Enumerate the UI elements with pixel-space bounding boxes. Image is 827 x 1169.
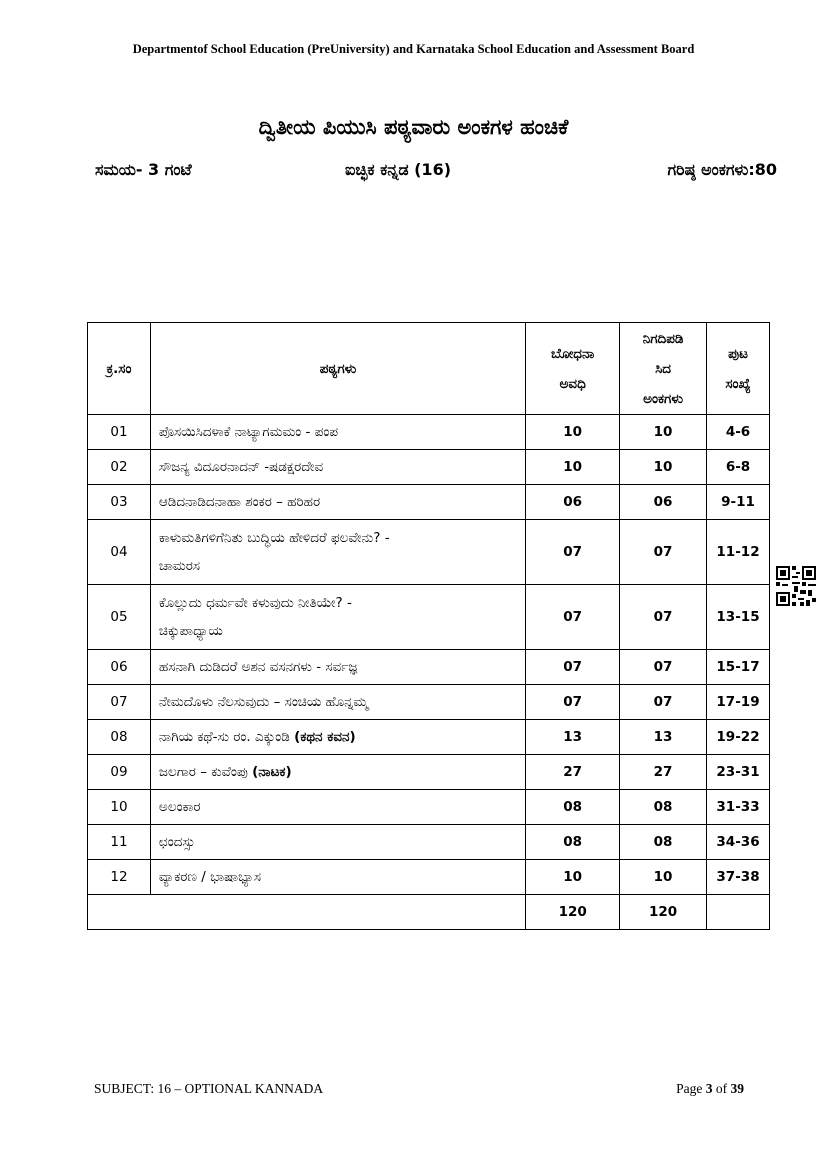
page-prefix: Page	[676, 1081, 706, 1096]
total-marks: 120	[620, 895, 707, 930]
lesson-title: ನಾಗಿಯ ಕಥೆ-ಸು ರಂ. ಎಕ್ಕುಂಡಿ	[158, 729, 295, 745]
table-row	[88, 825, 770, 860]
lesson-title: ಆಡಿದನಾಡಿದನಾಹಾ ಶಂಕರ – ಹರಿಹರ	[158, 494, 321, 510]
row-marks: 27	[620, 755, 707, 790]
row-hours: 10	[526, 415, 620, 450]
row-pages: 23-31	[707, 755, 770, 790]
row-hours: 13	[526, 720, 620, 755]
row-lesson	[150, 650, 525, 685]
row-lesson	[150, 415, 525, 450]
lesson-title: ಕಾಳುಮತಿಗಳಿಗೆನಿತು ಬುದ್ಧಿಯ ಹೇಳಿದರೆ ಫಲವೇನು? -	[158, 530, 390, 546]
lesson-genre-tag: (ನಾಟಕ)	[252, 764, 292, 780]
exam-meta	[95, 160, 777, 184]
row-lesson	[150, 825, 525, 860]
lesson-genre-tag: (ಕಥನ ಕವನ)	[294, 729, 356, 745]
row-number: 10	[88, 790, 151, 825]
row-hours: 10	[526, 860, 620, 895]
row-marks: 10	[620, 860, 707, 895]
header-teaching-hours	[526, 323, 620, 415]
row-number: 04	[88, 520, 151, 585]
row-lesson	[150, 755, 525, 790]
table-total-row	[88, 895, 770, 930]
row-marks: 07	[620, 685, 707, 720]
row-number: 08	[88, 720, 151, 755]
lesson-title: ಕೊಲ್ಲುದು ಧರ್ಮವೇ ಕಳುವುದು ನೀತಿಯೇ? -	[158, 595, 352, 611]
row-hours: 06	[526, 485, 620, 520]
row-pages: 11-12	[707, 520, 770, 585]
header-marks-line1: ನಿಗದಿಪಡಿ	[642, 330, 684, 347]
row-pages: 4-6	[707, 415, 770, 450]
row-hours: 08	[526, 790, 620, 825]
row-number: 11	[88, 825, 151, 860]
header-page-number	[707, 323, 770, 415]
row-marks: 10	[620, 450, 707, 485]
lesson-title: ಜಲಗಾರ – ಕುವೆಂಪು	[158, 764, 253, 780]
lesson-author: ಚಾಮರಸ	[158, 558, 201, 574]
page-current: 3	[705, 1081, 713, 1096]
row-marks: 08	[620, 825, 707, 860]
footer-page-number	[676, 1081, 744, 1097]
exam-subject: ಐಚ್ಛಿಕ ಕನ್ನಡ (16)	[345, 160, 452, 179]
row-lesson	[150, 685, 525, 720]
header-teaching-line2: ಅವಧಿ	[559, 375, 586, 392]
qr-code-icon	[776, 566, 816, 606]
table-row	[88, 755, 770, 790]
row-number: 12	[88, 860, 151, 895]
table-row	[88, 790, 770, 825]
total-label-cell	[88, 895, 526, 930]
row-marks: 06	[620, 485, 707, 520]
header-page-line1: ಪುಟ	[728, 345, 748, 362]
table-row	[88, 485, 770, 520]
row-lesson	[150, 860, 525, 895]
row-lesson	[150, 720, 525, 755]
row-lesson	[150, 585, 525, 650]
page-total: 39	[730, 1081, 744, 1096]
row-lesson	[150, 790, 525, 825]
page-of: of	[712, 1081, 731, 1096]
table-row	[88, 520, 770, 585]
row-hours: 08	[526, 825, 620, 860]
row-hours: 07	[526, 650, 620, 685]
marks-distribution-table	[87, 322, 770, 930]
row-pages: 34-36	[707, 825, 770, 860]
row-number: 07	[88, 685, 151, 720]
footer-subject: SUBJECT: 16 – OPTIONAL KANNADA	[94, 1081, 324, 1096]
lesson-title: ಛಂದಸ್ಸು	[158, 834, 196, 850]
row-number: 03	[88, 485, 151, 520]
lesson-title: ನೇಮದೊಳು ನೆಲಸುವುದು – ಸಂಚಿಯ ಹೊನ್ನಮ್ಮ	[158, 694, 369, 710]
table-row	[88, 720, 770, 755]
row-hours: 10	[526, 450, 620, 485]
table-row	[88, 450, 770, 485]
row-hours: 07	[526, 520, 620, 585]
lesson-author: ಚಿಕ್ಕುಪಾಧ್ಯಾಯ	[158, 623, 223, 639]
table-row	[88, 650, 770, 685]
table-row	[88, 685, 770, 720]
table-row	[88, 585, 770, 650]
row-pages: 13-15	[707, 585, 770, 650]
total-pages-cell	[707, 895, 770, 930]
row-number: 06	[88, 650, 151, 685]
header-teaching-line1: ಬೋಧನಾ	[551, 345, 595, 362]
header-marks-line3: ಅಂಕಗಳು	[643, 390, 683, 407]
row-marks: 07	[620, 520, 707, 585]
row-pages: 31-33	[707, 790, 770, 825]
row-marks: 07	[620, 650, 707, 685]
row-marks: 07	[620, 585, 707, 650]
row-pages: 17-19	[707, 685, 770, 720]
department-header: Departmentof School Education (PreUniversity) and Karnataka School Education and Assessment Board	[132, 42, 695, 56]
row-marks: 13	[620, 720, 707, 755]
page-title: ದ್ವಿತೀಯ ಪಿಯುಸಿ ಪಠ್ಯವಾರು ಅಂಕಗಳ ಹಂಚಿಕೆ	[258, 115, 569, 139]
row-number: 09	[88, 755, 151, 790]
row-pages: 37-38	[707, 860, 770, 895]
lesson-title: ಅಲಂಕಾರ	[158, 799, 201, 815]
lesson-title: ವ್ಯಾಕರಣ / ಭಾಷಾಭ್ಯಾಸ	[158, 869, 262, 885]
header-allotted-marks	[620, 323, 707, 415]
lesson-title: ಸೌಜನ್ಯ ವಿದೂರನಾದನ್ -ಷಡಕ್ಷರದೇವ	[158, 459, 324, 475]
row-pages: 19-22	[707, 720, 770, 755]
row-number: 05	[88, 585, 151, 650]
header-page-line2: ಸಂಖ್ಯೆ	[725, 375, 751, 392]
lesson-title: ಹಸನಾಗಿ ದುಡಿದರೆ ಅಶನ ವಸನಗಳು - ಸರ್ವಜ್ಞ	[158, 659, 358, 675]
row-lesson	[150, 485, 525, 520]
row-hours: 07	[526, 685, 620, 720]
exam-time: ಸಮಯ- 3 ಗಂಟೆ	[95, 160, 192, 179]
table-row	[88, 860, 770, 895]
row-marks: 08	[620, 790, 707, 825]
header-serial: ಕ್ರ.ಸಂ	[88, 323, 151, 415]
table-row	[88, 415, 770, 450]
row-pages: 9-11	[707, 485, 770, 520]
row-marks: 10	[620, 415, 707, 450]
row-hours: 07	[526, 585, 620, 650]
row-number: 02	[88, 450, 151, 485]
row-lesson	[150, 450, 525, 485]
row-lesson	[150, 520, 525, 585]
row-hours: 27	[526, 755, 620, 790]
total-hours: 120	[526, 895, 620, 930]
row-number: 01	[88, 415, 151, 450]
header-marks-line2: ಸಿದ	[655, 360, 671, 377]
lesson-title: ಪೊಸಯಿಸಿದಳಾಕೆ ನಾಟ್ಯಾಗಮಮಂ - ಪಂಪ	[158, 424, 339, 440]
row-pages: 6-8	[707, 450, 770, 485]
row-pages: 15-17	[707, 650, 770, 685]
header-lesson: ಪಠ್ಯಗಳು	[150, 323, 525, 415]
exam-max-marks: ಗರಿಷ್ಠ ಅಂಕಗಳು:80	[667, 160, 777, 179]
